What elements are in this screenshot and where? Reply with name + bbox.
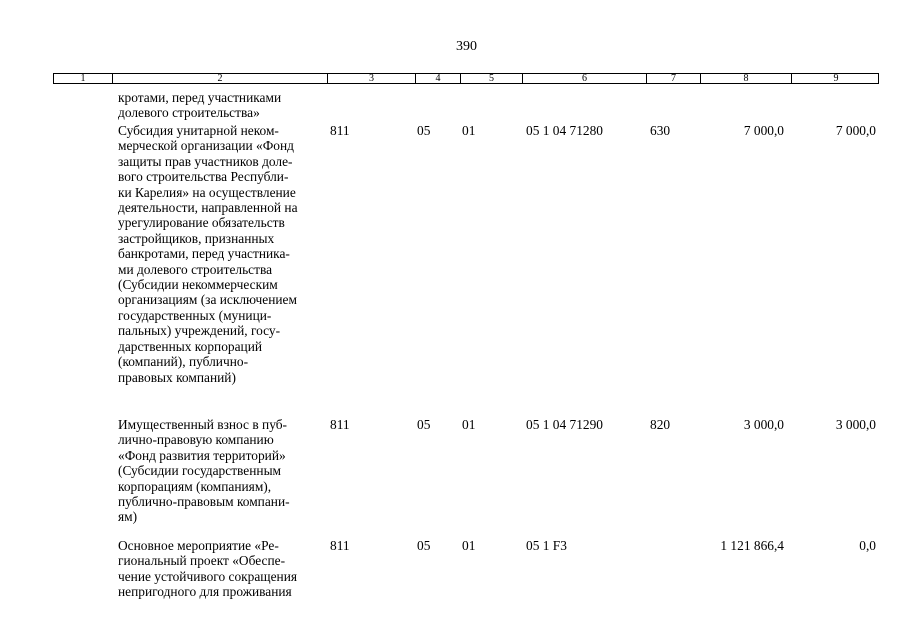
desc-line: Субсидия унитарной неком- [118,123,279,138]
desc-line: Имущественный взнос в пуб- [118,417,287,432]
desc-line: защиты прав участников доле- [118,153,293,169]
desc-line: (Субсидии некоммерческим [118,277,278,293]
cell-amount-8: 3 000,0 [743,417,784,432]
cell-code-3: 811 [330,417,350,432]
cell-amount-8: 1 121 866,4 [720,538,784,553]
column-header-5: 5 [460,74,522,83]
cell-amount-9: 0,0 [859,538,876,553]
table-row-desc [118,123,328,385]
desc-line: пальных) учреждений, госу- [118,323,281,339]
desc-line: ки Карелия» на осуществление [118,184,296,200]
desc-line: долевого строительства» [118,105,260,121]
desc-line: гиональный проект «Обеспе- [118,553,286,569]
table-row-desc [118,538,328,600]
cell-code-5: 01 [462,538,476,553]
table-row-desc [118,417,328,525]
cell-code-6: 05 1 04 71290 [526,417,603,432]
cell-code-6: 05 1 F3 [526,538,567,553]
cell-code-4: 05 [417,417,431,432]
desc-line: (компаний), публично- [118,354,249,370]
cell-code-7: 630 [650,123,671,138]
desc-line: «Фонд развития территорий» [118,447,286,463]
column-header-3: 3 [327,74,415,83]
desc-line: публично-правовым компани- [118,494,290,510]
cell-code-3: 811 [330,538,350,553]
desc-line: ми долевого строительства [118,261,273,277]
cell-code-4: 05 [417,538,431,553]
desc-line: правовых компаний) [118,369,236,385]
column-header-8: 8 [700,74,791,83]
desc-line: ям) [118,509,138,525]
column-header-7: 7 [646,74,700,83]
cell-code-6: 05 1 04 71280 [526,123,603,138]
desc-line: непригодного для проживания [118,584,292,600]
cell-code-5: 01 [462,417,476,432]
desc-line: застройщиков, признанных [118,230,275,246]
cell-code-7: 820 [650,417,671,432]
cell-amount-9: 7 000,0 [835,123,876,138]
table-row-desc [118,90,328,121]
desc-line: (Субсидии государственным [118,463,282,479]
desc-line: чение устойчивого сокращения [118,568,298,584]
cell-amount-8: 7 000,0 [743,123,784,138]
desc-line: мерческой организации «Фонд [118,138,294,154]
desc-line: банкротами, перед участника- [118,246,290,262]
column-header-9: 9 [791,74,880,83]
desc-line: организациям (за исключением [118,292,297,308]
desc-line: Основное мероприятие «Ре- [118,538,279,553]
desc-line: лично-правовую компанию [118,432,274,448]
cell-amount-9: 3 000,0 [835,417,876,432]
desc-line: государственных (муници- [118,307,272,323]
desc-line: корпорациям (компаниям), [118,478,272,494]
desc-line: дарственных корпораций [118,338,263,354]
column-header-1: 1 [80,73,86,84]
cell-code-4: 05 [417,123,431,138]
column-header-4: 4 [415,74,460,83]
desc-line: вого строительства Республи- [118,169,289,185]
column-header-6: 6 [522,74,646,83]
cell-code-3: 811 [330,123,350,138]
desc-line: кротами, перед участниками [118,90,282,105]
desc-line: деятельности, направленной на [118,200,298,216]
page-number: 390 [456,39,477,54]
cell-code-5: 01 [462,123,476,138]
column-header-2: 2 [112,74,327,83]
desc-line: урегулирование обязательств [118,215,285,231]
table-header-row [53,73,879,84]
